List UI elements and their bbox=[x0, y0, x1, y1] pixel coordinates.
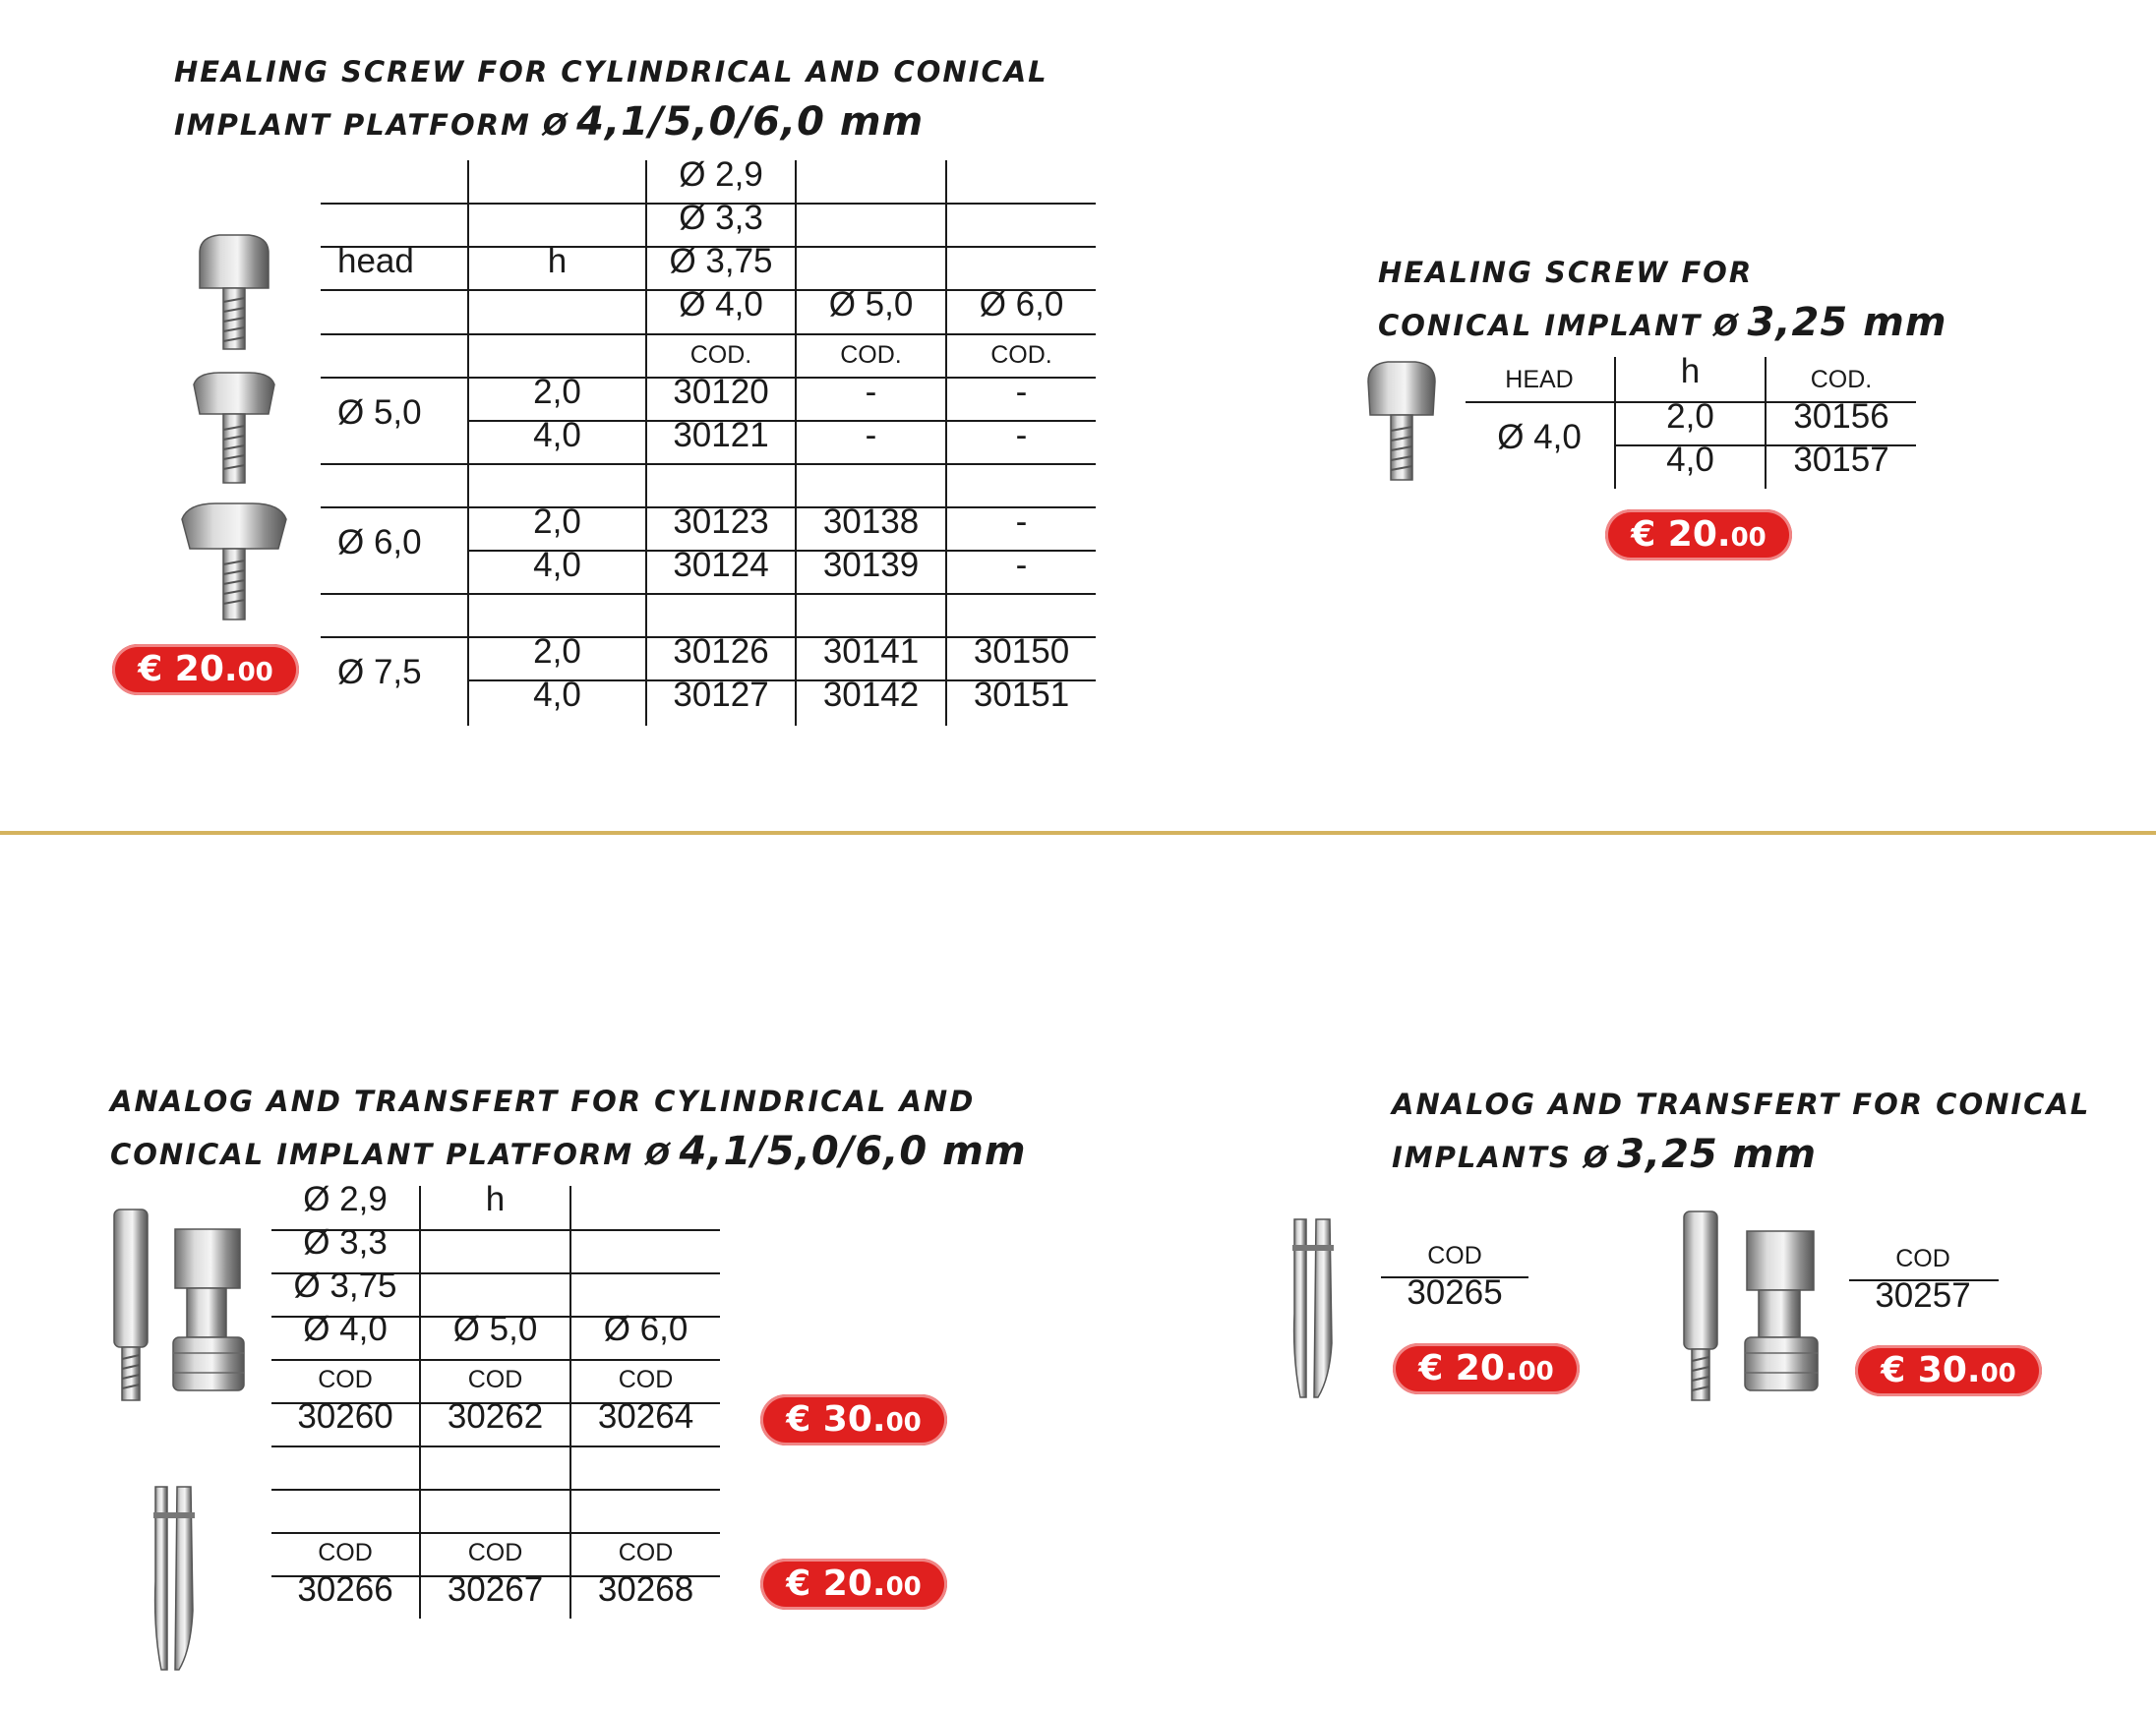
height-value: 2,0 bbox=[533, 502, 581, 541]
cod-label: COD. bbox=[689, 341, 752, 369]
product-code: 30267 bbox=[447, 1570, 544, 1609]
product-code: 30120 bbox=[673, 373, 769, 411]
cod-label: COD. bbox=[990, 341, 1052, 369]
product-code: 30265 bbox=[1407, 1273, 1503, 1312]
column-h: h bbox=[547, 242, 568, 280]
height-value: 4,0 bbox=[533, 676, 581, 714]
platform-3-3: Ø 3,3 bbox=[679, 199, 763, 237]
product-code: 30157 bbox=[1793, 441, 1889, 479]
title-line-1: ANALOG AND TRANSFERT FOR CYLINDRICAL AND bbox=[110, 1085, 976, 1118]
product-code: 30139 bbox=[822, 546, 920, 584]
section-divider bbox=[0, 831, 2156, 835]
product-code: 30123 bbox=[673, 502, 769, 541]
height-value: 4,0 bbox=[533, 416, 581, 454]
product-code: 30266 bbox=[297, 1570, 393, 1609]
section-title-healing-conical bbox=[1378, 250, 1947, 353]
platform-4-0: Ø 4,0 bbox=[303, 1310, 388, 1348]
price-badge bbox=[1605, 509, 1792, 560]
price-amount: € 20. bbox=[1631, 514, 1731, 555]
height-value: 2,0 bbox=[1666, 397, 1714, 436]
transfer-pin-image bbox=[1285, 1215, 1344, 1397]
title-line-2: CONICAL IMPLANT Ø bbox=[1378, 309, 1740, 342]
price-cents: 00 bbox=[885, 1408, 922, 1438]
height-value: 4,0 bbox=[1666, 441, 1714, 479]
product-code: - bbox=[865, 416, 877, 454]
cod-label: COD bbox=[318, 1366, 373, 1393]
platform-3-3: Ø 3,3 bbox=[303, 1223, 388, 1262]
product-code: - bbox=[1015, 373, 1028, 411]
height-value: 2,0 bbox=[533, 632, 581, 671]
price-cents: 00 bbox=[1730, 523, 1767, 553]
product-code: 30126 bbox=[673, 632, 769, 671]
cod-label: COD bbox=[1427, 1242, 1482, 1269]
cod-label: COD. bbox=[840, 341, 902, 369]
product-code: 30141 bbox=[822, 632, 920, 671]
price-badge bbox=[112, 644, 299, 695]
price-badge bbox=[760, 1559, 947, 1610]
price-badge bbox=[760, 1394, 947, 1446]
column-head: head bbox=[337, 242, 414, 280]
title-size: 4,1/5,0/6,0 mm bbox=[679, 1129, 1027, 1174]
transfer-image bbox=[1741, 1229, 1822, 1394]
section-title-analog-conical bbox=[1392, 1082, 2090, 1185]
product-code: 30124 bbox=[673, 546, 769, 584]
product-code: 30262 bbox=[447, 1397, 544, 1436]
title-size: 3,25 mm bbox=[1617, 1132, 1818, 1177]
title-line-1: ANALOG AND TRANSFERT FOR CONICAL bbox=[1392, 1088, 2091, 1121]
product-code: 30156 bbox=[1793, 397, 1889, 436]
height-value: 4,0 bbox=[533, 546, 581, 584]
product-code: - bbox=[1015, 546, 1028, 584]
head-diameter: Ø 4,0 bbox=[1497, 418, 1582, 456]
product-code: 30268 bbox=[597, 1570, 694, 1609]
product-code: - bbox=[1015, 416, 1028, 454]
platform-5-0: Ø 5,0 bbox=[452, 1310, 538, 1348]
cod-label: COD bbox=[467, 1366, 523, 1393]
price-amount: € 20. bbox=[786, 1564, 886, 1604]
platform-5-0: Ø 5,0 bbox=[828, 285, 914, 324]
product-code: - bbox=[865, 373, 877, 411]
platform-6-0: Ø 6,0 bbox=[979, 285, 1064, 324]
platform-2-9: Ø 2,9 bbox=[303, 1180, 388, 1218]
title-line-2: IMPLANTS Ø bbox=[1392, 1141, 1610, 1174]
product-code: 30121 bbox=[673, 416, 769, 454]
platform-4-0: Ø 4,0 bbox=[679, 285, 763, 324]
head-diameter: Ø 5,0 bbox=[337, 393, 422, 432]
section-title-analog-cylindrical bbox=[110, 1079, 1027, 1182]
platform-3-75: Ø 3,75 bbox=[293, 1267, 397, 1305]
price-badge bbox=[1855, 1345, 2042, 1396]
height-value: 2,0 bbox=[533, 373, 581, 411]
product-code: 30264 bbox=[597, 1397, 694, 1436]
title-size: 3,25 mm bbox=[1747, 300, 1947, 345]
price-amount: € 20. bbox=[1418, 1348, 1519, 1388]
transfer-pin-image bbox=[146, 1483, 205, 1670]
column-h: h bbox=[485, 1180, 506, 1218]
cod-label: COD bbox=[1895, 1245, 1950, 1272]
price-cents: 00 bbox=[237, 658, 273, 687]
title-line-2: CONICAL IMPLANT PLATFORM Ø bbox=[110, 1138, 672, 1171]
price-cents: 00 bbox=[1980, 1359, 2016, 1388]
product-code: 30151 bbox=[973, 676, 1070, 714]
product-code: 30257 bbox=[1875, 1276, 1971, 1315]
cod-label: COD. bbox=[1810, 366, 1873, 393]
product-code: 30127 bbox=[673, 676, 769, 714]
platform-3-75: Ø 3,75 bbox=[669, 242, 773, 280]
title-line-1: HEALING SCREW FOR CYLINDRICAL AND CONICAL bbox=[174, 55, 1048, 88]
price-cents: 00 bbox=[885, 1572, 922, 1602]
section-title-healing-cylindrical bbox=[174, 49, 1048, 152]
price-cents: 00 bbox=[1518, 1357, 1554, 1386]
product-code: 30260 bbox=[297, 1397, 393, 1436]
platform-6-0: Ø 6,0 bbox=[603, 1310, 689, 1348]
transfer-image bbox=[169, 1227, 248, 1394]
product-code: 30150 bbox=[973, 632, 1070, 671]
analog-image bbox=[110, 1208, 151, 1404]
title-line-1: HEALING SCREW FOR bbox=[1378, 256, 1754, 289]
column-h: h bbox=[1680, 352, 1701, 390]
healing-screw-medium-image bbox=[190, 371, 278, 489]
cod-label: COD bbox=[618, 1366, 674, 1393]
product-code: 30142 bbox=[822, 676, 920, 714]
healing-screw-conical-image bbox=[1362, 360, 1441, 488]
price-amount: € 30. bbox=[1881, 1350, 1981, 1390]
cod-label: COD bbox=[318, 1539, 373, 1566]
title-size: 4,1/5,0/6,0 mm bbox=[576, 99, 925, 145]
title-line-2: IMPLANT PLATFORM Ø bbox=[174, 108, 569, 142]
cod-label: COD bbox=[618, 1539, 674, 1566]
platform-2-9: Ø 2,9 bbox=[679, 155, 763, 194]
price-amount: € 20. bbox=[138, 649, 238, 689]
price-amount: € 30. bbox=[786, 1399, 886, 1440]
head-diameter: Ø 6,0 bbox=[337, 523, 422, 561]
price-badge bbox=[1393, 1343, 1580, 1394]
analog-image bbox=[1680, 1210, 1721, 1404]
product-code: - bbox=[1015, 502, 1028, 541]
cod-label: COD bbox=[467, 1539, 523, 1566]
healing-screw-small-image bbox=[190, 233, 278, 361]
healing-screw-large-image bbox=[180, 502, 288, 624]
column-head: HEAD bbox=[1505, 366, 1574, 393]
product-code: 30138 bbox=[822, 502, 920, 541]
head-diameter: Ø 7,5 bbox=[337, 653, 422, 691]
